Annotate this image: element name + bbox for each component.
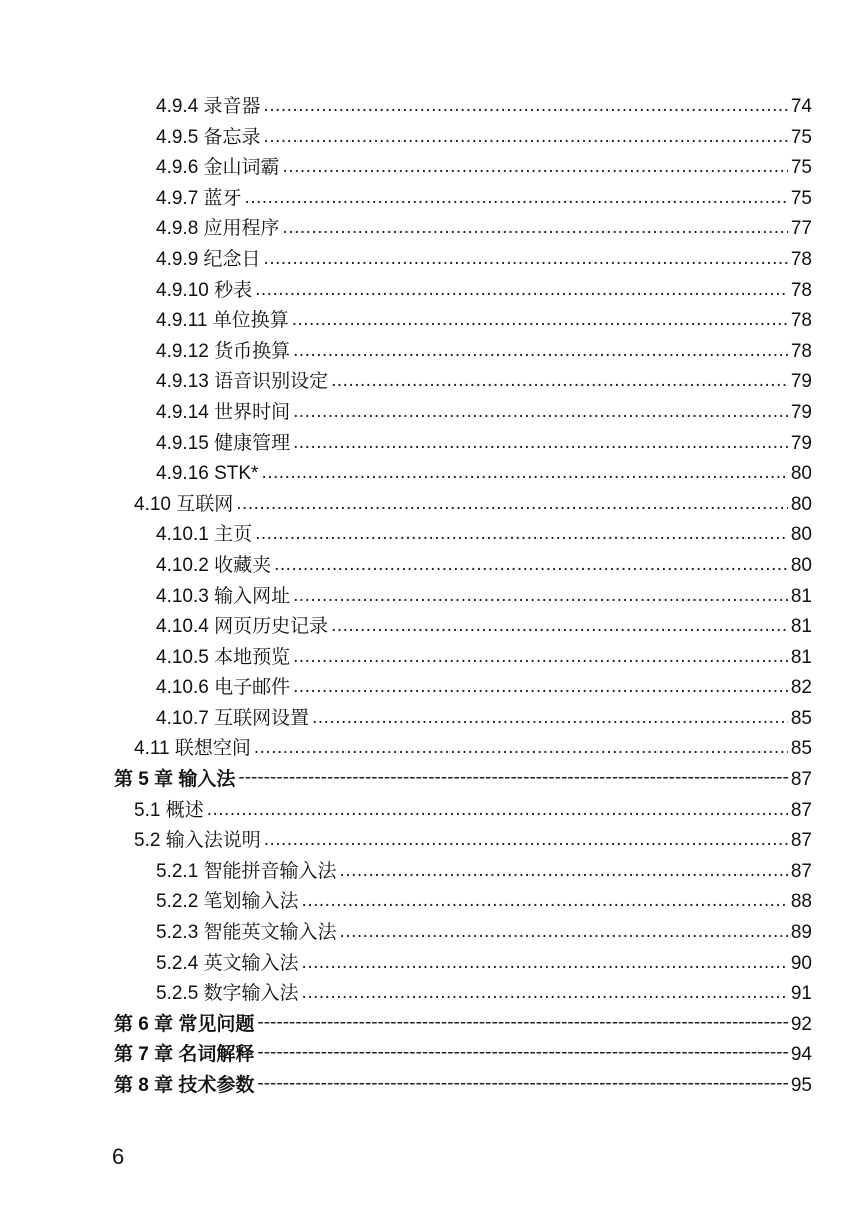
toc-subsection-entry[interactable] [0, 214, 868, 245]
toc-subsection-entry[interactable] [0, 276, 868, 307]
toc-leader [264, 825, 788, 856]
toc-subsection-entry[interactable] [0, 887, 868, 918]
toc-subsection-entry[interactable] [0, 123, 868, 154]
toc-leader [340, 856, 788, 887]
toc-leader [257, 1008, 787, 1039]
toc-subsection-entry[interactable] [0, 306, 868, 337]
toc-entry-label: 第 6 章 常见问题 [114, 1013, 255, 1035]
toc-entry-page: 87 [790, 860, 812, 882]
toc-entry-page: 88 [790, 891, 812, 913]
toc-subsection-entry[interactable] [0, 337, 868, 368]
toc-section-entry[interactable] [0, 734, 868, 765]
toc-entry-page: 81 [790, 616, 812, 638]
toc-entry-label: 4.11 联想空间 [134, 738, 251, 760]
toc-entry-page: 85 [790, 738, 812, 760]
toc-entry-page: 75 [790, 126, 812, 148]
toc-entry-label: 5.1 概述 [134, 799, 204, 821]
toc-entry-label: 4.9.12 货币换算 [156, 340, 291, 362]
toc-subsection-entry[interactable] [0, 949, 868, 980]
toc-entry-page: 87 [790, 830, 812, 852]
toc-leader [293, 672, 788, 703]
toc-entry-page: 75 [790, 157, 812, 179]
toc-subsection-entry[interactable] [0, 520, 868, 551]
toc-leader [302, 948, 788, 979]
toc-entry-page: 85 [790, 707, 812, 729]
toc-leader [283, 213, 788, 244]
toc-entry-label: 4.9.15 健康管理 [156, 432, 291, 454]
toc-entry-page: 79 [790, 371, 812, 393]
toc-entry-label: 第 5 章 输入法 [114, 769, 236, 791]
toc-leader [293, 397, 788, 428]
toc-entry-label: 4.10 互联网 [134, 493, 234, 515]
toc-entry-label: 5.2.1 智能拼音输入法 [156, 860, 337, 882]
toc-entry-label: 4.9.9 纪念日 [156, 248, 261, 270]
toc-leader [312, 703, 788, 734]
page-number: 6 [112, 1144, 125, 1169]
toc-leader [261, 458, 787, 489]
toc-entry-page: 94 [790, 1044, 812, 1066]
toc-entry-label: 4.9.6 金山词霸 [156, 157, 280, 179]
toc-subsection-entry[interactable] [0, 612, 868, 643]
toc-entry-label: 5.2.2 笔划输入法 [156, 891, 299, 913]
toc-leader [257, 1069, 787, 1100]
toc-entry-page: 80 [790, 463, 812, 485]
toc-leader [302, 886, 788, 917]
toc-leader [302, 978, 788, 1009]
toc-subsection-entry[interactable] [0, 92, 868, 123]
toc-entry-label: 4.10.3 输入网址 [156, 585, 291, 607]
table-of-contents [0, 92, 868, 1102]
toc-chapter-entry[interactable] [0, 765, 868, 796]
toc-entry-page: 82 [790, 677, 812, 699]
toc-leader [245, 183, 788, 214]
toc-entry-label: 4.10.4 网页历史记录 [156, 616, 329, 638]
toc-entry-page: 78 [790, 340, 812, 362]
toc-leader [255, 275, 788, 306]
toc-subsection-entry[interactable] [0, 153, 868, 184]
toc-entry-label: 第 7 章 名词解释 [114, 1044, 255, 1066]
toc-chapter-entry[interactable] [0, 1071, 868, 1102]
toc-entry-label: 4.9.10 秒表 [156, 279, 253, 301]
toc-entry-label: 4.9.11 单位换算 [156, 310, 289, 332]
toc-subsection-entry[interactable] [0, 398, 868, 429]
toc-leader [331, 366, 788, 397]
toc-entry-page: 75 [790, 187, 812, 209]
toc-leader [274, 550, 788, 581]
toc-entry-label: 第 8 章 技术参数 [114, 1075, 255, 1096]
toc-subsection-entry[interactable] [0, 551, 868, 582]
toc-entry-page: 90 [790, 952, 812, 974]
toc-leader [254, 733, 788, 764]
toc-entry-label: 4.9.5 备忘录 [156, 126, 261, 148]
toc-leader [340, 917, 788, 948]
toc-chapter-entry[interactable] [0, 1010, 868, 1041]
toc-entry-label: 5.2.4 英文输入法 [156, 952, 299, 974]
toc-entry-label: 4.9.16 STK* [156, 463, 259, 485]
toc-entry-label: 4.9.14 世界时间 [156, 401, 291, 423]
toc-entry-page: 91 [790, 983, 812, 1005]
toc-subsection-entry[interactable] [0, 857, 868, 888]
toc-entry-page: 87 [790, 799, 812, 821]
toc-leader [238, 763, 787, 794]
toc-entry-label: 4.9.4 录音器 [156, 96, 261, 117]
toc-entry-page: 95 [790, 1075, 812, 1096]
toc-leader [293, 581, 788, 612]
toc-subsection-entry[interactable] [0, 643, 868, 674]
toc-entry-page: 78 [790, 279, 812, 301]
toc-section-entry[interactable] [0, 490, 868, 521]
toc-entry-page: 87 [790, 769, 812, 791]
toc-leader [264, 91, 788, 122]
toc-entry-page: 81 [790, 646, 812, 668]
toc-entry-page: 80 [790, 554, 812, 576]
toc-subsection-entry[interactable] [0, 918, 868, 949]
toc-entry-label: 4.10.6 电子邮件 [156, 677, 291, 699]
toc-entry-label: 4.10.5 本地预览 [156, 646, 291, 668]
toc-leader [255, 519, 788, 550]
toc-leader [293, 336, 788, 367]
toc-entry-label: 4.9.13 语音识别设定 [156, 371, 329, 393]
toc-subsection-entry[interactable] [0, 979, 868, 1010]
toc-leader [293, 642, 788, 673]
toc-chapter-entry[interactable] [0, 1040, 868, 1071]
toc-subsection-entry[interactable] [0, 184, 868, 215]
toc-entry-page: 79 [790, 401, 812, 423]
toc-leader [207, 795, 788, 826]
toc-leader [264, 244, 788, 275]
toc-entry-label: 4.9.8 应用程序 [156, 218, 280, 240]
toc-entry-page: 77 [790, 218, 812, 240]
toc-leader [331, 611, 788, 642]
toc-subsection-entry[interactable] [0, 673, 868, 704]
toc-subsection-entry[interactable] [0, 582, 868, 613]
toc-entry-page: 81 [790, 585, 812, 607]
toc-leader [264, 122, 788, 153]
toc-entry-label: 4.10.7 互联网设置 [156, 707, 310, 729]
toc-entry-page: 92 [790, 1013, 812, 1035]
toc-entry-label: 5.2.5 数字输入法 [156, 983, 299, 1005]
toc-entry-page: 89 [790, 922, 812, 944]
toc-subsection-entry[interactable] [0, 459, 868, 490]
toc-entry-page: 79 [790, 432, 812, 454]
toc-entry-page: 78 [790, 310, 812, 332]
toc-leader [283, 152, 788, 183]
toc-entry-page: 80 [790, 524, 812, 546]
toc-entry-page: 78 [790, 248, 812, 270]
toc-entry-label: 4.9.7 蓝牙 [156, 187, 242, 209]
toc-entry-page: 74 [790, 96, 812, 117]
toc-subsection-entry[interactable] [0, 367, 868, 398]
toc-entry-label: 5.2 输入法说明 [134, 830, 261, 852]
toc-subsection-entry[interactable] [0, 704, 868, 735]
toc-section-entry[interactable] [0, 796, 868, 827]
toc-leader [292, 305, 788, 336]
toc-leader [293, 428, 788, 459]
toc-entry-page: 80 [790, 493, 812, 515]
toc-entry-label: 4.10.1 主页 [156, 524, 253, 546]
toc-subsection-entry[interactable] [0, 429, 868, 460]
toc-entry-label: 5.2.3 智能英文输入法 [156, 922, 337, 944]
toc-leader [257, 1038, 787, 1069]
toc-entry-label: 4.10.2 收藏夹 [156, 554, 272, 576]
toc-subsection-entry[interactable] [0, 245, 868, 276]
toc-leader [236, 489, 788, 520]
toc-section-entry[interactable] [0, 826, 868, 857]
